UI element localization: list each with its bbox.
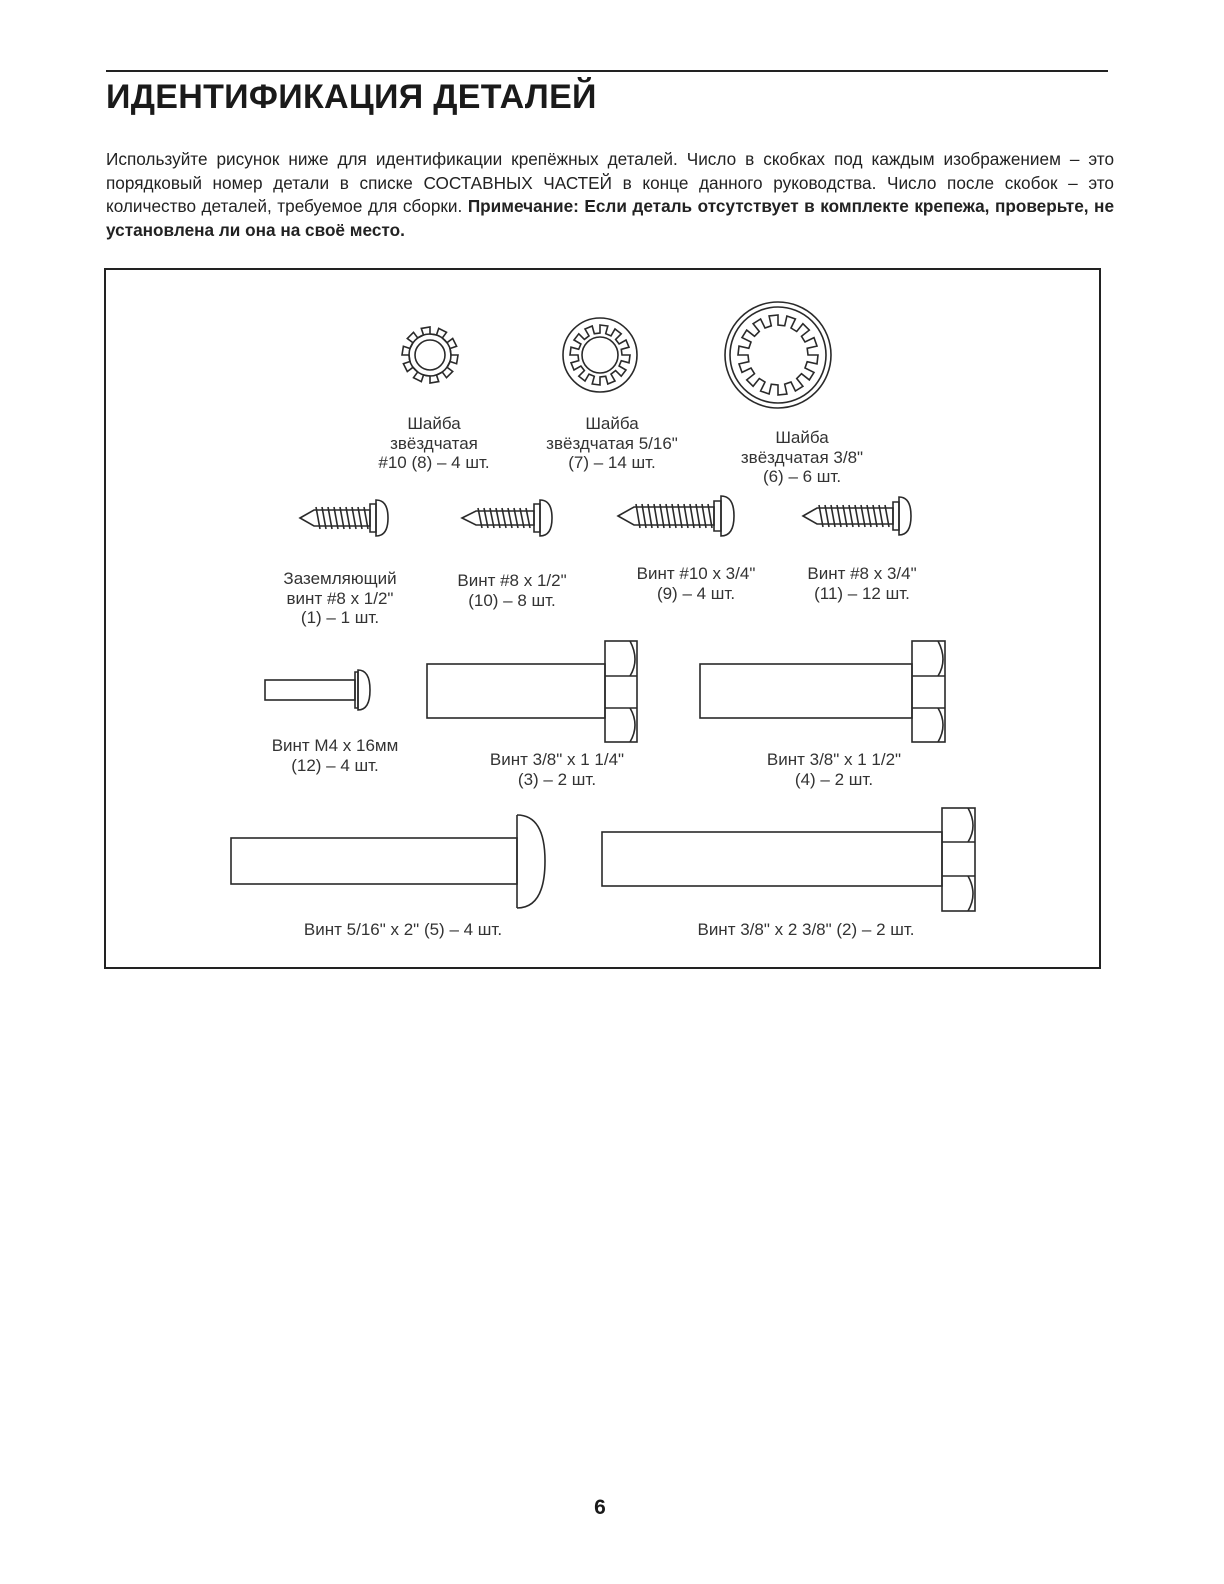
ground-screw-icon [300, 500, 388, 536]
label-washer-3-8: Шайба звёздчатая 3/8" (6) – 6 шт. [740, 428, 864, 486]
screw-8-half-icon [462, 500, 552, 536]
label-ground-screw: Заземляющий винт #8 x 1/2" (1) – 1 шт. [283, 569, 397, 627]
label-bolt-3-8-2-3-8: Винт 3/8" x 2 3/8" (2) – 2 шт. [697, 920, 915, 939]
label-screw-10-3-4: Винт #10 x 3/4" (9) – 4 шт. [636, 564, 756, 603]
star-washer-5-16-icon [563, 318, 637, 392]
label-screw-8-3-4: Винт #8 x 3/4" (11) – 12 шт. [807, 564, 917, 603]
hex-bolt-3-8-2-3-8-icon [602, 808, 975, 911]
page-title: ИДЕНТИФИКАЦИЯ ДЕТАЛЕЙ [106, 78, 597, 116]
label-screw-8-half: Винт #8 x 1/2" (10) – 8 шт. [457, 571, 567, 610]
screw-m4-icon [265, 670, 370, 710]
hex-bolt-3-8-1-1-2-icon [700, 641, 945, 742]
round-head-bolt-5-16-2-icon [231, 815, 545, 908]
star-washer-3-8-icon [725, 302, 831, 408]
intro-note: Примечание: Если деталь отсутствует в комплекте крепежа, проверьте, не установлена ли она на своё место. [106, 196, 1114, 240]
label-bolt-3-8-1-1-4: Винт 3/8" x 1 1/4" (3) – 2 шт. [489, 750, 625, 789]
screw-8-3-4-icon [803, 497, 911, 535]
star-washer-10-icon [402, 327, 458, 383]
label-washer-5-16: Шайба звёздчатая 5/16" (7) – 14 шт. [546, 414, 678, 472]
label-screw-m4: Винт M4 x 16мм (12) – 4 шт. [271, 736, 399, 775]
label-bolt-3-8-1-1-2: Винт 3/8" x 1 1/2" (4) – 2 шт. [766, 750, 902, 789]
label-bolt-5-16-2: Винт 5/16" x 2" (5) – 4 шт. [303, 920, 503, 939]
intro-text: Используйте рисунок ниже для идентификации крепёжных деталей. Число в скобках под каждым изображением – это порядковый номер детали в списке СОСТАВНЫХ ЧАСТЕЙ в конце данного руководства. Число после скобок – это количество деталей, требуемое для сборки. [106, 149, 1114, 216]
screw-10-3-4-icon [618, 496, 734, 536]
hex-bolt-3-8-1-1-4-icon [427, 641, 637, 742]
label-washer-10: Шайба звёздчатая #10 (8) – 4 шт. [378, 414, 490, 472]
page-number: 6 [594, 1496, 606, 1519]
